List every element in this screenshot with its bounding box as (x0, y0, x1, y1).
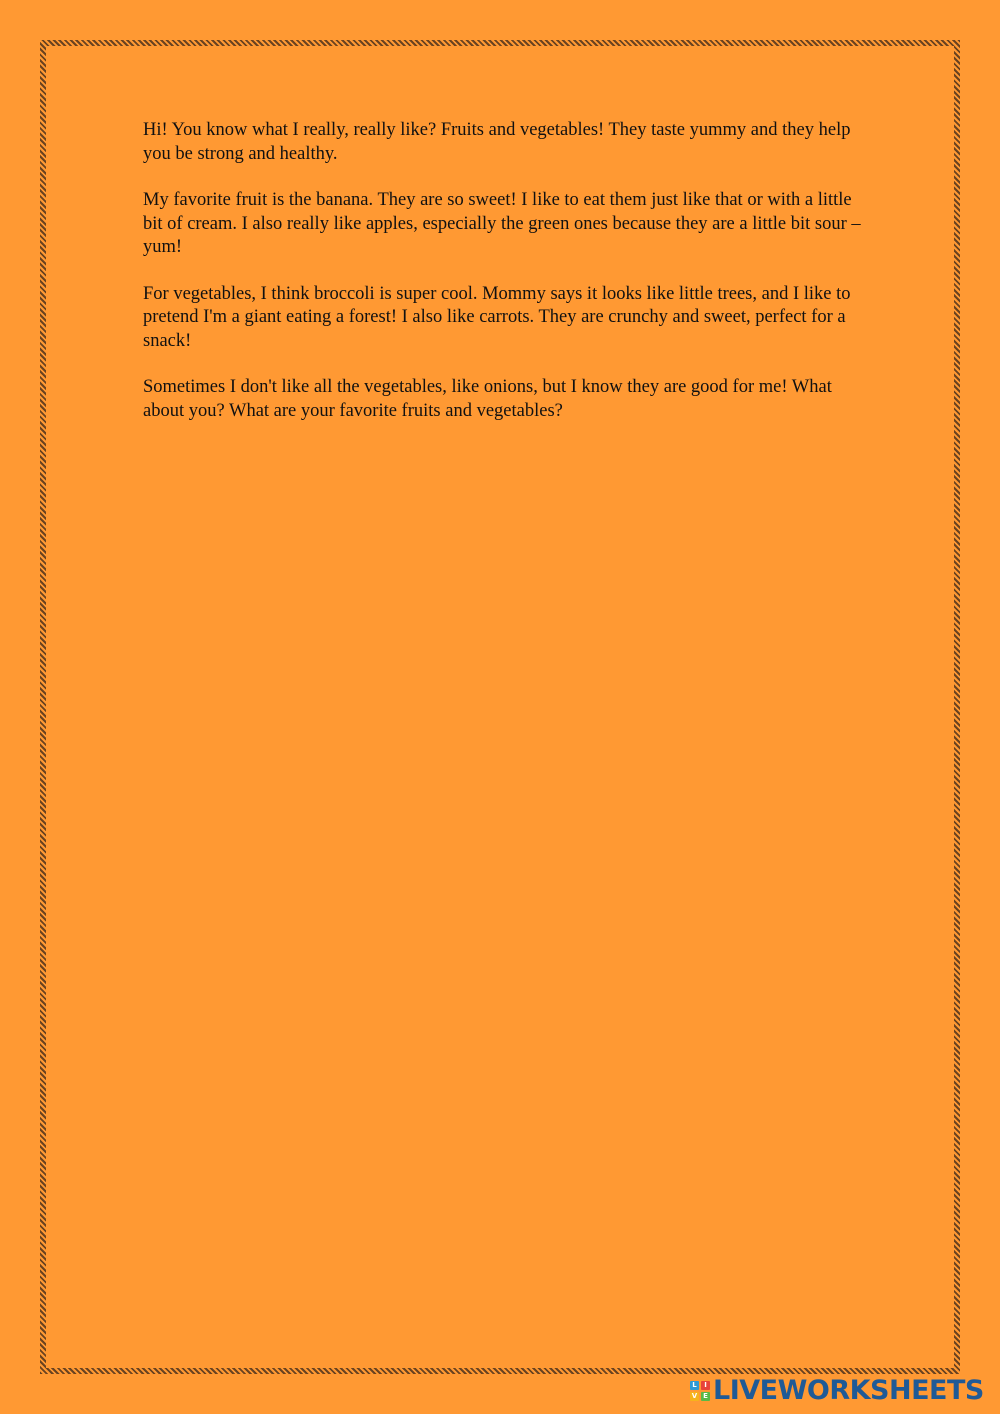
paragraph-vegetables: For vegetables, I think broccoli is super cool. Mommy says it looks like little trees, and I like to pretend I'm a giant eating a forest! I also like carrots. They are crunchy and sweet, perfect for a snack! (143, 283, 851, 351)
liveworksheets-logo (690, 1376, 984, 1406)
paragraph-fruits: My favorite fruit is the banana. They are so sweet! I like to eat them just like that or with a little bit of cream. I also really like apples, especially the green ones because they are a little bit sour – yum! (143, 190, 861, 257)
document-text (143, 119, 863, 446)
paragraph-closing: Sometimes I don't like all the vegetables, like onions, but I know they are good for me! What about you? What are your favorite fruits and vegetables? (143, 377, 832, 421)
logo-mark-letter: I (701, 1381, 710, 1390)
logo-mark-letter: E (701, 1392, 710, 1401)
paragraph-intro: Hi! You know what I really, really like? Fruits and vegetables! They taste yummy and they help you be strong and healthy. (143, 120, 851, 164)
logo-mark-letter: V (691, 1392, 698, 1400)
logo-mark-icon (690, 1381, 710, 1401)
logo-mark-letter: L (690, 1381, 699, 1390)
logo-text: LIVEWORKSHEETS (713, 1375, 984, 1406)
